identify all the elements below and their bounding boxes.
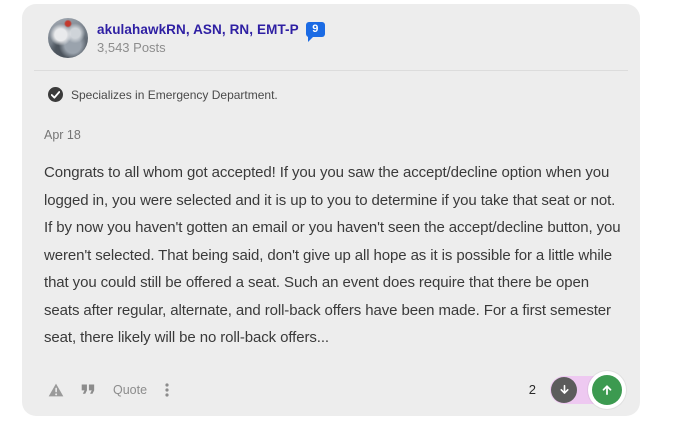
arrow-down-icon[interactable] <box>551 377 577 403</box>
post-count: 3,543 Posts <box>97 39 166 55</box>
header-divider <box>34 70 628 71</box>
vote-pill <box>550 376 616 404</box>
verified-check-icon <box>48 87 63 102</box>
arrow-up-icon[interactable] <box>588 371 626 409</box>
quotation-marks-icon[interactable] <box>80 383 97 396</box>
specialty-text: Specializes in Emergency Department. <box>71 87 278 102</box>
quote-button[interactable]: Quote <box>113 382 148 397</box>
reaction-count: 2 <box>528 382 536 397</box>
upvote-circle <box>592 375 622 405</box>
speech-bubble-badge <box>306 22 325 37</box>
post-date: Apr 18 <box>44 128 81 142</box>
avatar[interactable] <box>48 18 88 58</box>
post-header <box>22 18 640 58</box>
post-body: Congrats to all whom got accepted! If you you saw the accept/decline option when you logged in, you were selected and it is up to you to determine if you take that seat or not. If by now you haven't gotten an email or you haven't seen the accept/decline button, you weren't selected. That being said, don't give up all hope as it is possible for a little while that you could still be offered a seat. Such an event does require that there be open seats after regular, alternate, and roll-back offers have been made. For a first semester seat, there likely will be no roll-back offers... <box>44 164 621 346</box>
warning-triangle-icon[interactable] <box>48 383 64 397</box>
badge-count: 9 <box>312 23 319 35</box>
specialty-row <box>22 87 640 102</box>
author-block <box>97 22 325 55</box>
post-toolbar <box>22 370 640 410</box>
username-link[interactable]: akulahawkRN, ASN, RN, EMT-P <box>97 21 299 37</box>
kebab-menu-icon[interactable] <box>165 383 169 397</box>
forum-post-card <box>22 4 640 416</box>
